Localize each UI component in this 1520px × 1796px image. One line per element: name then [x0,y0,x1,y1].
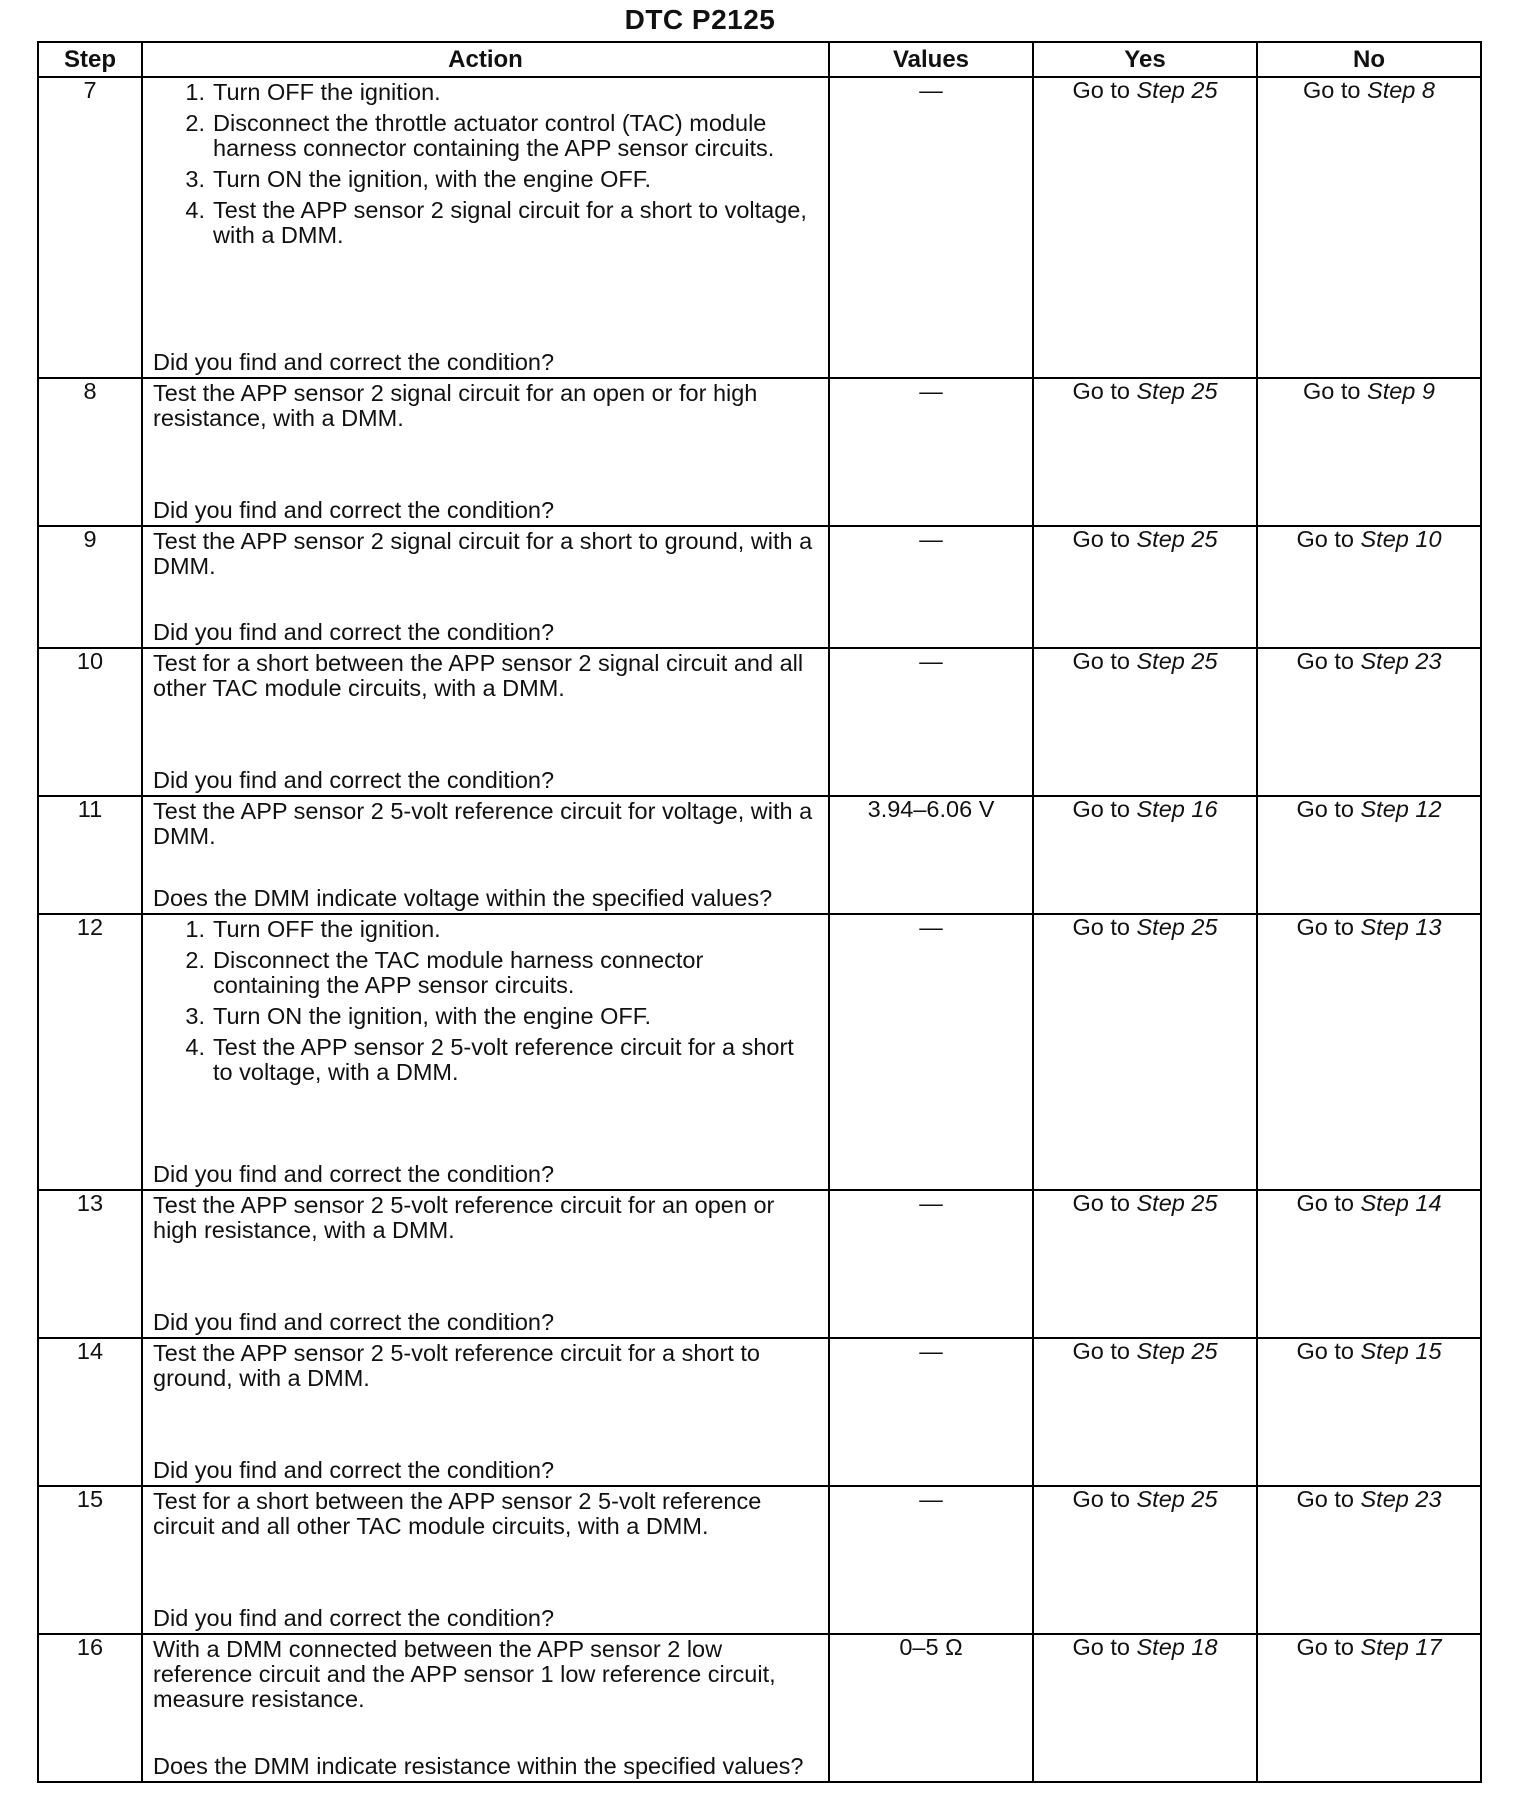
action-cell [142,1634,829,1782]
go-to-label: Go to [1072,796,1130,822]
go-to-yes [1072,649,1217,674]
go-to-no [1296,527,1441,552]
step-number: 10 [38,648,142,796]
go-to-yes [1072,915,1217,940]
instruction-text: Turn ON the ignition, with the engine OFF. [213,1002,652,1029]
numbered-instructions [153,80,816,253]
step-reference: Step 15 [1360,1338,1442,1364]
step-number: 15 [38,1486,142,1634]
go-to-yes [1072,78,1217,103]
go-to-no [1296,1339,1441,1364]
header-no: No [1257,42,1481,77]
value-cell: — [829,914,1033,1190]
go-to-no [1296,1191,1441,1216]
header-row [38,42,1481,77]
step-number: 16 [38,1634,142,1782]
step-reference: Step 12 [1360,796,1442,822]
step-reference: Step 23 [1360,648,1442,674]
instruction-item [153,948,816,998]
go-to-no [1296,649,1441,674]
step-reference: Step 25 [1136,648,1218,674]
question-text: Did you find and correct the condition? [153,619,555,646]
yes-cell [1033,1190,1257,1338]
numbered-instructions [153,917,816,1090]
value-cell: 3.94–6.06 V [829,796,1033,914]
action-cell [142,378,829,526]
table-row [38,1338,1481,1486]
action-cell [142,526,829,648]
action-cell [142,796,829,914]
question-text: Did you find and correct the condition? [153,767,555,794]
action-cell [142,648,829,796]
step-number: 11 [38,796,142,914]
diagnostic-table [37,41,1482,1783]
instruction-item [153,198,816,248]
go-to-label: Go to [1296,1190,1354,1216]
step-reference: Step 25 [1136,1486,1218,1512]
go-to-yes [1072,1487,1217,1512]
go-to-yes [1072,527,1217,552]
instruction-text: Test the APP sensor 2 signal circuit for a short to voltage, with a DMM. [213,196,807,248]
table-row [38,77,1481,378]
table-row [38,796,1481,914]
step-number: 8 [38,378,142,526]
table-row [38,1486,1481,1634]
step-reference: Step 14 [1360,1190,1442,1216]
go-to-no [1296,915,1441,940]
go-to-label: Go to [1296,1486,1354,1512]
action-cell [142,914,829,1190]
go-to-yes [1072,1339,1217,1364]
step-reference: Step 25 [1136,1338,1218,1364]
table-row [38,526,1481,648]
question-text: Did you find and correct the condition? [153,1605,555,1632]
instruction-text: Turn OFF the ignition. [213,916,441,942]
yes-cell [1033,1634,1257,1782]
step-number: 14 [38,1338,142,1486]
question-text: Did you find and correct the condition? [153,1161,555,1188]
yes-cell [1033,1486,1257,1634]
step-number: 7 [38,77,142,378]
instruction-number: 1. [185,79,205,105]
step-reference: Step 8 [1367,77,1435,103]
table-row [38,378,1481,526]
step-reference: Step 10 [1360,526,1442,552]
question-text: Did you find and correct the condition? [153,1457,555,1484]
no-cell [1257,77,1481,378]
go-to-label: Go to [1072,1190,1130,1216]
no-cell [1257,914,1481,1190]
instruction-number: 3. [185,1002,205,1029]
go-to-yes [1072,1635,1217,1660]
go-to-label: Go to [1072,648,1130,674]
table-row [38,648,1481,796]
question-text: Does the DMM indicate voltage within the specified values? [153,885,773,912]
action-cell [142,1486,829,1634]
go-to-label: Go to [1296,648,1354,674]
table-body [38,77,1481,1782]
instruction-text: Turn ON the ignition, with the engine OFF. [213,165,652,192]
instruction-item [153,167,816,192]
instruction-number: 4. [185,1033,205,1060]
step-reference: Step 18 [1136,1634,1218,1660]
yes-cell [1033,77,1257,378]
instruction-text: Test the APP sensor 2 5-volt reference circuit for a short to ground, with a DMM. [153,1340,760,1391]
instruction-text: Test the APP sensor 2 5-volt reference circuit for an open or high resistance, with a DMM. [153,1192,775,1243]
step-reference: Step 25 [1136,914,1218,940]
question-text: Did you find and correct the condition? [153,1309,555,1336]
go-to-label: Go to [1072,378,1130,404]
instruction-number: 4. [185,196,205,223]
question-text: Did you find and correct the condition? [153,497,555,524]
go-to-label: Go to [1296,1338,1354,1364]
instruction-item [153,1004,816,1029]
instruction-number: 2. [185,109,205,136]
header-step: Step [38,42,142,77]
instruction-text: Turn OFF the ignition. [213,79,441,105]
step-reference: Step 17 [1360,1634,1442,1660]
yes-cell [1033,378,1257,526]
go-to-no [1296,1635,1441,1660]
go-to-no [1303,78,1435,103]
no-cell [1257,648,1481,796]
instruction-text: Test the APP sensor 2 5-volt reference circuit for a short to voltage, with a DMM. [213,1033,794,1085]
go-to-label: Go to [1296,914,1354,940]
value-cell: — [829,1338,1033,1486]
action-cell [142,77,829,378]
header-action: Action [142,42,829,77]
go-to-label: Go to [1072,1338,1130,1364]
page-title: DTC P2125 [624,4,776,35]
step-number: 12 [38,914,142,1190]
step-reference: Step 25 [1136,378,1218,404]
no-cell [1257,796,1481,914]
step-reference: Step 9 [1367,378,1435,404]
value-cell: — [829,1486,1033,1634]
yes-cell [1033,914,1257,1190]
instruction-text: Test for a short between the APP sensor 2 5-volt reference circuit and all other TAC module circuits, with a DMM. [153,1488,762,1539]
go-to-label: Go to [1303,77,1361,103]
value-cell: — [829,1190,1033,1338]
instruction-text: Disconnect the TAC module harness connector containing the APP sensor circuits. [213,946,704,998]
go-to-label: Go to [1072,77,1130,103]
value-cell: — [829,77,1033,378]
question-text: Did you find and correct the condition? [153,349,555,376]
step-reference: Step 23 [1360,1486,1442,1512]
go-to-no [1303,379,1435,404]
yes-cell [1033,796,1257,914]
table-row [38,1634,1481,1782]
question-text: Does the DMM indicate resistance within the specified values? [153,1753,804,1780]
instruction-item [153,111,816,161]
instruction-item [153,1035,816,1085]
instruction-text: Test the APP sensor 2 5-volt reference circuit for voltage, with a DMM. [153,798,813,849]
instruction-number: 1. [185,916,205,942]
no-cell [1257,1634,1481,1782]
table-row [38,914,1481,1190]
value-cell: — [829,526,1033,648]
no-cell [1257,1190,1481,1338]
header-yes: Yes [1033,42,1257,77]
step-reference: Step 13 [1360,914,1442,940]
value-cell: 0–5 Ω [829,1634,1033,1782]
go-to-label: Go to [1296,796,1354,822]
yes-cell [1033,1338,1257,1486]
go-to-label: Go to [1072,1634,1130,1660]
header-values: Values [829,42,1033,77]
yes-cell [1033,526,1257,648]
go-to-label: Go to [1072,526,1130,552]
instruction-text: Test the APP sensor 2 signal circuit for a short to ground, with a DMM. [153,528,813,579]
go-to-yes [1072,797,1217,822]
instruction-text: Test the APP sensor 2 signal circuit for an open or for high resistance, with a DMM. [153,380,758,431]
step-reference: Step 16 [1136,796,1218,822]
step-reference: Step 25 [1136,77,1218,103]
step-reference: Step 25 [1136,1190,1218,1216]
action-cell [142,1190,829,1338]
value-cell: — [829,378,1033,526]
value-cell: — [829,648,1033,796]
no-cell [1257,1338,1481,1486]
instruction-text: Test for a short between the APP sensor 2 signal circuit and all other TAC module circuits, with a DMM. [153,650,804,701]
instruction-number: 2. [185,946,205,973]
no-cell [1257,378,1481,526]
go-to-no [1296,797,1441,822]
no-cell [1257,1486,1481,1634]
go-to-label: Go to [1072,914,1130,940]
go-to-label: Go to [1303,378,1361,404]
step-number: 13 [38,1190,142,1338]
go-to-yes [1072,379,1217,404]
go-to-label: Go to [1296,1634,1354,1660]
step-number: 9 [38,526,142,648]
go-to-yes [1072,1191,1217,1216]
yes-cell [1033,648,1257,796]
go-to-no [1296,1487,1441,1512]
go-to-label: Go to [1296,526,1354,552]
step-reference: Step 25 [1136,526,1218,552]
go-to-label: Go to [1072,1486,1130,1512]
table-row [38,1190,1481,1338]
action-cell [142,1338,829,1486]
instruction-item [153,80,816,105]
instruction-text: With a DMM connected between the APP sensor 2 low reference circuit and the APP sensor 1 low reference circuit, measure resistance. [153,1636,776,1712]
no-cell [1257,526,1481,648]
instruction-text: Disconnect the throttle actuator control (TAC) module harness connector containing the APP sensor circuits. [213,109,775,161]
instruction-number: 3. [185,165,205,192]
instruction-item [153,917,816,942]
